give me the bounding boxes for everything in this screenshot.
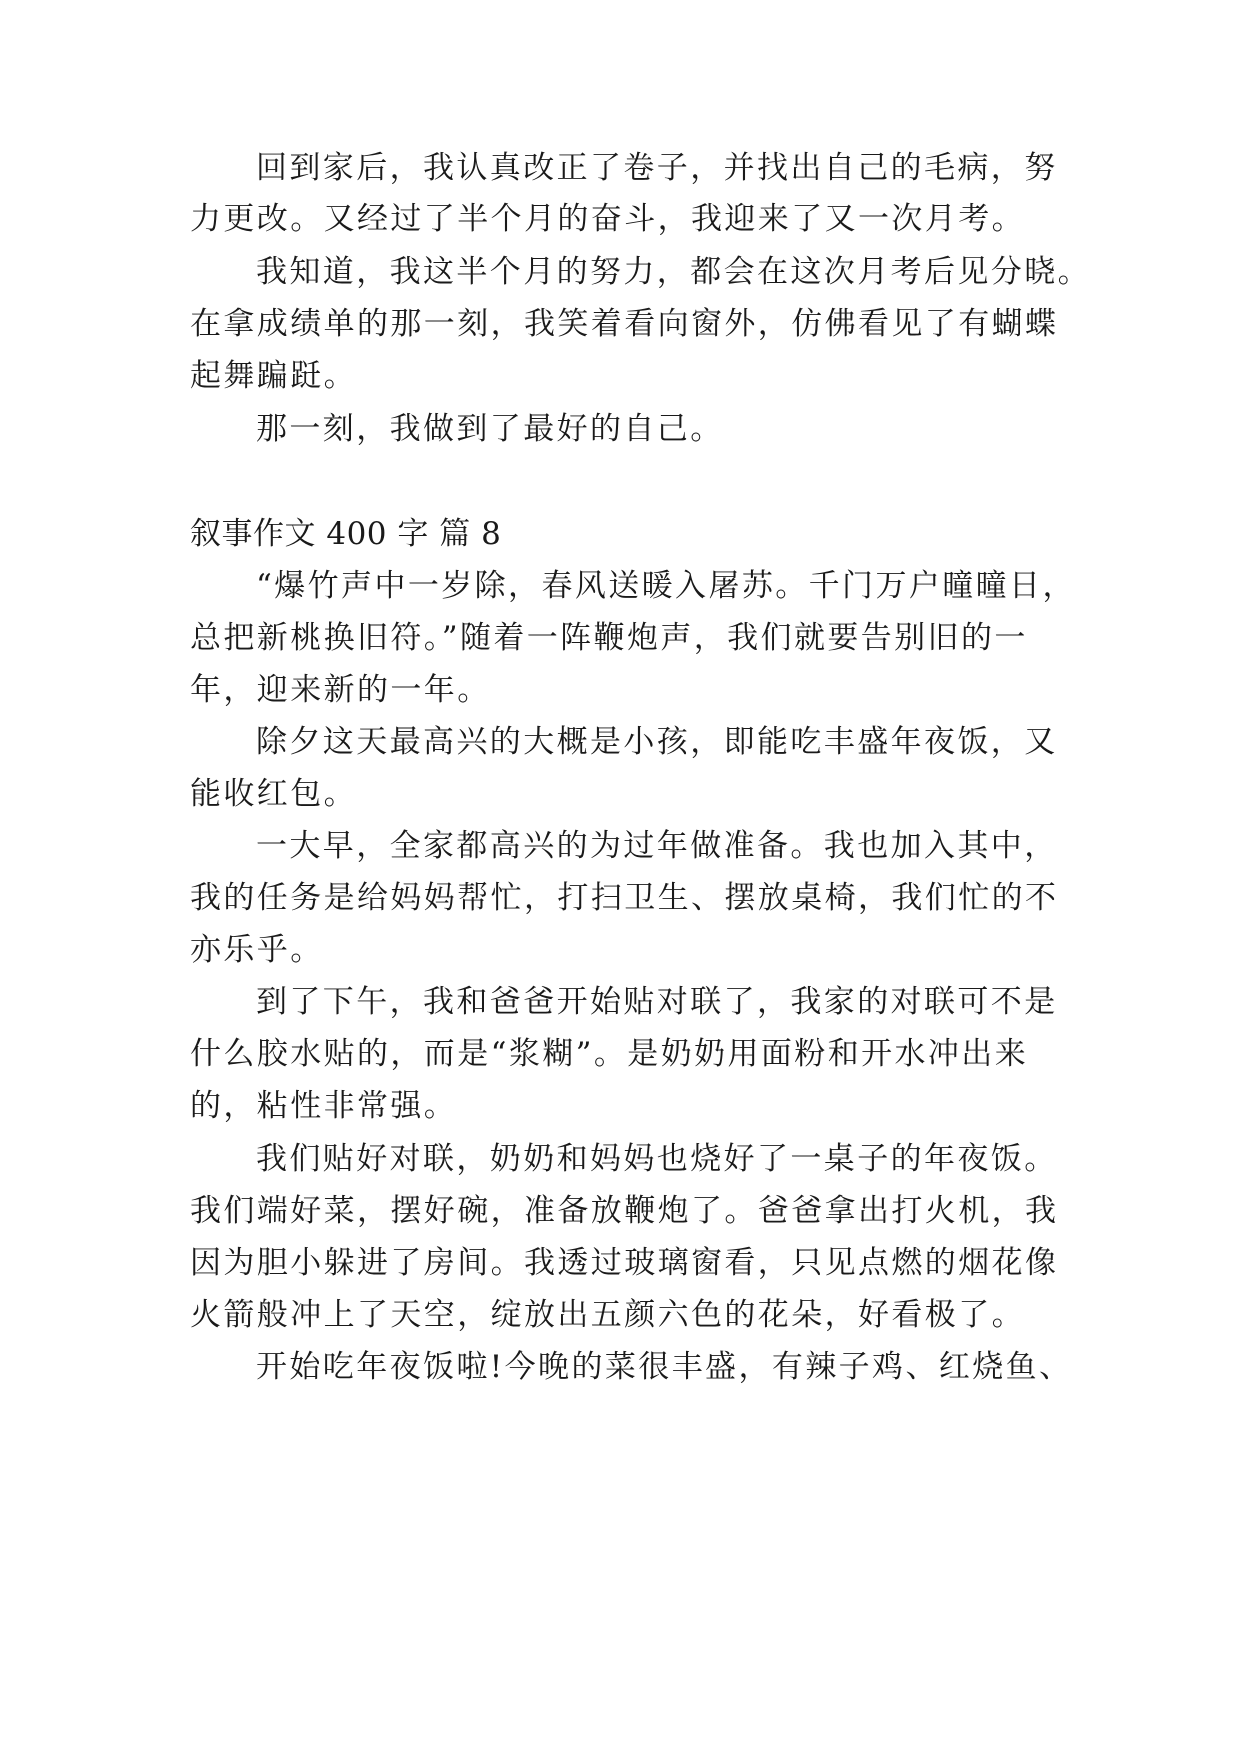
- paragraph-line: 总把新桃换旧符。”随着一阵鞭炮声，我们就要告别旧的一: [190, 620, 1028, 656]
- paragraph-line: 的，粘性非常强。: [190, 1088, 458, 1124]
- paragraph-line: 到了下午，我和爸爸开始贴对联了，我家的对联可不是: [256, 984, 1058, 1020]
- paragraph-line: “爆竹声中一岁除，春风送暖入屠苏。千门万户曈曈日，: [256, 568, 1076, 604]
- paragraph-line: 什么胶水贴的，而是“浆糊”。是奶奶用面粉和开水冲出来: [190, 1036, 1029, 1072]
- paragraph-line: 火箭般冲上了天空，绽放出五颜六色的花朵，好看极了。: [190, 1297, 1025, 1333]
- paragraph-line: 我们端好菜，摆好碗，准备放鞭炮了。爸爸拿出打火机，我: [190, 1193, 1059, 1229]
- paragraph-line: 我的任务是给妈妈帮忙，打扫卫生、摆放桌椅，我们忙的不: [190, 880, 1059, 916]
- paragraph-line: 年，迎来新的一年。: [190, 672, 491, 708]
- paragraph-line: 我知道，我这半个月的努力，都会在这次月考后见分晓。: [256, 254, 1091, 290]
- paragraph-line: 回到家后，我认真改正了卷子，并找出自己的毛病，努: [256, 150, 1058, 186]
- paragraph-line: 一大早，全家都高兴的为过年做准备。我也加入其中，: [256, 828, 1058, 864]
- section-heading: 叙事作文 400 字 篇 8: [190, 516, 502, 552]
- paragraph-line: 除夕这天最高兴的大概是小孩，即能吃丰盛年夜饭，又: [256, 724, 1058, 760]
- paragraph-line: 起舞蹁跹。: [190, 358, 357, 394]
- paragraph-line: 那一刻，我做到了最好的自己。: [256, 411, 724, 447]
- paragraph-line: 能收红包。: [190, 776, 357, 812]
- paragraph-line: 我们贴好对联，奶奶和妈妈也烧好了一桌子的年夜饭。: [256, 1141, 1058, 1177]
- paragraph-line: 亦乐乎。: [190, 932, 324, 968]
- paragraph-line: 开始吃年夜饭啦!今晚的菜很丰盛，有辣子鸡、红烧鱼、: [256, 1349, 1073, 1385]
- paragraph-line: 在拿成绩单的那一刻，我笑着看向窗外，仿佛看见了有蝴蝶: [190, 306, 1059, 342]
- paragraph-line: 因为胆小躲进了房间。我透过玻璃窗看，只见点燃的烟花像: [190, 1245, 1059, 1281]
- paragraph-line: 力更改。又经过了半个月的奋斗，我迎来了又一次月考。: [190, 201, 1025, 237]
